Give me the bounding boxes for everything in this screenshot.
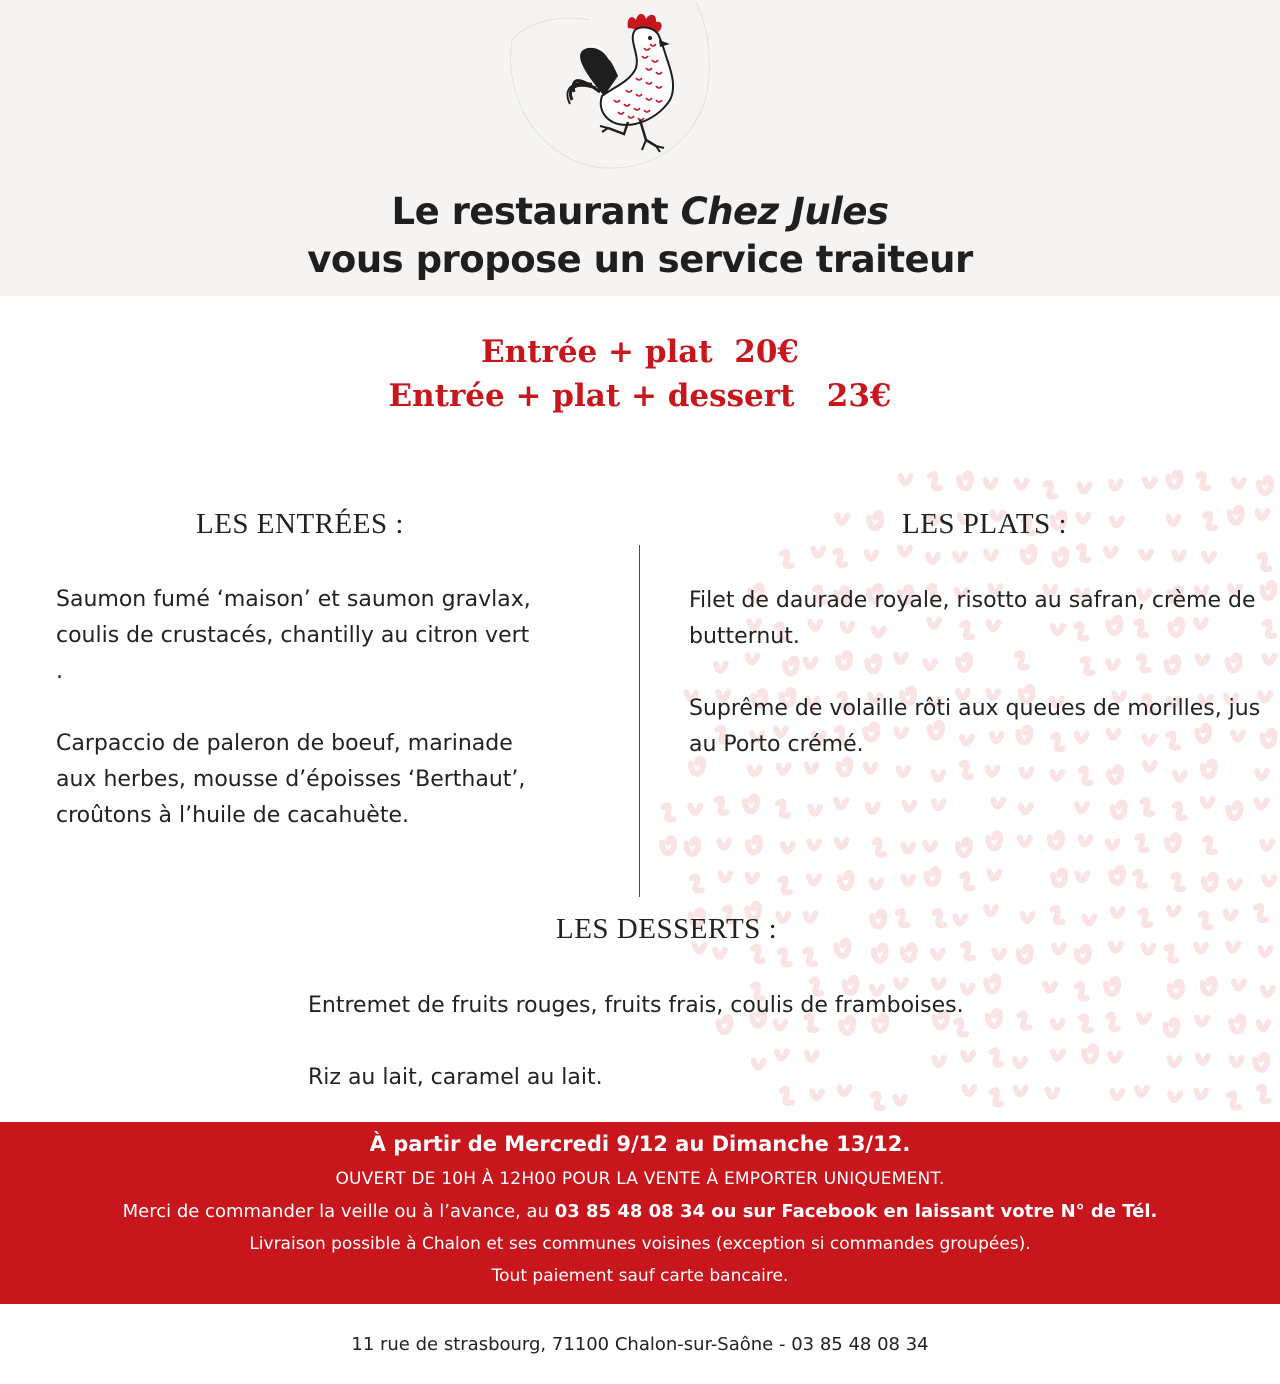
squiggle-mark [1256,906,1266,920]
column-divider [639,545,640,897]
squiggle-mark [1259,1087,1269,1101]
squiggle-mark [1258,511,1268,518]
squiggle-mark [866,552,876,559]
squiggle-mark [717,799,727,813]
squiggle-mark [807,1053,817,1060]
squiggle-mark [993,800,1003,807]
squiggle-mark [1204,875,1216,890]
entree-item: Carpaccio de paleron de boeuf, marinade aux herbes, mousse d’époisses ‘Berthaut’, croûtons à l’huile de cacahuète. [56,731,526,828]
squiggle-mark [1080,837,1090,844]
squiggle-mark [900,548,910,555]
squiggle-mark [955,553,965,560]
banner-order-text: Merci de commander la veille ou à l’avance, au [122,1201,555,1222]
squiggle-mark [1175,804,1185,818]
squiggle-mark [1078,515,1088,522]
squiggle-mark [1234,981,1244,988]
squiggle-mark [925,843,935,850]
squiggle-mark [748,838,760,853]
squiggle-mark [1204,554,1214,561]
squiggle-mark [874,841,884,855]
squiggle-mark [869,513,881,528]
squiggle-mark [1169,908,1179,915]
squiggle-mark [1203,761,1215,776]
plat-item: Filet de daurade royale, risotto au safran, crème de butternut. [689,588,1256,649]
squiggle-mark [1174,552,1184,559]
squiggle-mark [874,946,886,961]
squiggle-mark [1079,546,1089,560]
squiggle-mark [1262,842,1272,849]
banner-order-contact: 03 85 48 08 34 ou sur Facebook en laissant votre N° de Tél. [554,1201,1158,1222]
squiggle-mark [686,839,698,854]
squiggle-mark [1142,800,1152,814]
squiggle-mark [928,555,938,562]
squiggle-mark [780,950,790,964]
squiggle-mark [1140,911,1150,925]
squiggle-mark [1108,841,1118,848]
squiggle-mark [1054,550,1066,565]
squiggle-mark [1106,549,1116,556]
squiggle-mark [904,803,914,810]
restaurant-name: Chez Jules [680,190,889,233]
squiggle-mark [1108,661,1118,668]
squiggle-mark [1077,873,1087,880]
squiggle-mark [868,805,878,812]
squiggle-mark [1232,1058,1242,1065]
plats-heading: LES PLATS : [902,508,1068,540]
squiggle-mark [1260,948,1270,955]
squiggle-mark [903,877,913,884]
squiggle-mark [987,768,997,775]
squiggle-mark [836,800,846,807]
squiggle-mark [986,907,996,914]
squiggle-mark [1050,833,1062,848]
squiggle-mark [1166,657,1178,672]
squiggle-mark [1141,551,1151,558]
squiggle-mark [1145,479,1155,486]
squiggle-mark [1260,555,1270,569]
squiggle-mark [1111,482,1121,489]
squiggle-mark [720,873,730,880]
price-block [0,330,1280,418]
squiggle-mark [835,551,845,565]
squiggle-mark [1167,835,1179,850]
squiggle-mark [1203,799,1213,806]
squiggle-mark [1263,988,1273,995]
dessert-item: Entremet de fruits rouges, fruits frais, coulis de framboises. [308,993,964,1018]
squiggle-mark [690,806,700,813]
squiggle-mark [813,549,823,556]
squiggle-mark [1228,803,1240,818]
squiggle-mark [934,801,944,808]
squiggle-mark [662,838,674,853]
squiggle-mark [1255,1055,1267,1070]
banner-delivery: Livraison possible à Chalon et ses communes voisines (exception si commandes groupées). [249,1234,1031,1254]
squiggle-mark [1226,912,1236,919]
squiggle-mark [934,980,944,987]
squiggle-mark [1145,763,1155,770]
squiggle-mark [1021,770,1031,777]
squiggle-mark [715,950,725,957]
squiggle-mark [805,950,815,964]
squiggle-mark [962,874,972,888]
squiggle-mark [1169,517,1179,524]
entrees-heading: LES ENTRÉES : [196,508,404,540]
squiggle-mark [1259,478,1271,493]
squiggle-mark [895,1097,905,1104]
squiggle-mark [1112,909,1122,916]
squiggle-mark [963,944,973,958]
squiggle-mark [805,914,815,921]
squiggle-mark [1258,1022,1268,1029]
squiggle-mark [1053,1052,1063,1059]
squiggle-mark [836,941,848,956]
squiggle-mark [903,945,915,960]
squiggle-mark [1229,1093,1239,1107]
squiggle-mark [1257,771,1267,778]
squiggle-mark [1264,656,1274,663]
footer-address: 11 rue de strasbourg, 71100 Chalon-sur-Saône - 03 85 48 08 34 [351,1334,929,1355]
squiggle-mark [1166,946,1176,960]
squiggle-mark [994,951,1004,958]
squiggle-mark [1257,800,1267,807]
squiggle-mark [1111,868,1123,883]
squiggle-mark [716,664,726,671]
header [0,0,1280,296]
squiggle-mark [1077,947,1089,962]
banner-payment: Tout paiement sauf carte bancaire. [491,1266,789,1286]
squiggle-mark [1139,656,1149,670]
squiggle-mark [930,474,940,488]
squiggle-mark [961,763,971,777]
squiggle-mark [1077,804,1087,811]
squiggle-mark [1196,945,1206,952]
squiggle-mark [663,805,673,819]
squiggle-mark [1230,508,1242,523]
squiggle-mark [783,844,793,851]
squiggle-mark [838,653,850,668]
squiggle-mark [1020,838,1030,845]
squiggle-mark [898,911,908,925]
squiggle-mark [1113,802,1125,817]
squiggle-mark [806,660,816,667]
squiggle-mark [692,876,702,890]
squiggle-mark [1230,881,1240,888]
squiggle-mark [963,1053,973,1060]
squiggle-mark [782,552,792,566]
banner-order [0,1201,1280,1222]
squiggle-mark [959,473,971,488]
info-banner [0,1122,1280,1304]
squiggle-mark [1023,547,1035,562]
squiggle-mark [1201,913,1211,927]
squiggle-mark [1023,914,1033,921]
squiggle-mark [837,840,847,847]
squiggle-mark [840,873,852,888]
squiggle-mark [747,656,757,663]
squiggle-mark [871,880,881,887]
squiggle-mark [1264,878,1274,885]
squiggle-mark [1053,870,1065,885]
squiggle-mark [837,516,847,523]
squiggle-mark [1111,944,1121,951]
squiggle-mark [866,765,876,772]
squiggle-mark [955,916,965,923]
squiggle-mark [896,980,906,987]
squiggle-mark [935,911,945,925]
squiggle-mark [958,840,970,855]
squiggle-mark [1228,944,1238,951]
price-line-1: Entrée + plat 20€ [481,334,799,370]
squiggle-mark [896,655,906,662]
squiggle-mark [745,797,757,812]
squiggle-mark [1137,836,1147,850]
squiggle-mark [1205,838,1215,852]
squiggle-mark [1231,1017,1243,1032]
squiggle-mark [986,552,996,559]
squiggle-mark [1112,518,1122,525]
squiggle-mark [933,951,943,958]
page-title [0,188,1280,284]
squiggle-mark [1199,474,1209,488]
squiggle-mark [903,845,913,852]
entree-item: Saumon fumé ‘maison’ et saumon gravlax, coulis de crustacés, chantilly au citron vert . [56,587,531,684]
squiggle-mark [1143,946,1153,953]
squiggle-mark [809,876,819,883]
squiggle-mark [1205,514,1215,528]
price-line-2: Entrée + plat + dessert 23€ [388,378,892,414]
squiggle-mark [719,841,729,848]
squiggle-mark [1083,659,1093,673]
squiggle-mark [901,476,911,483]
squiggle-mark [925,661,935,668]
squiggle-mark [1017,653,1027,667]
banner-hours: OUVERT DE 10H À 12H00 POUR LA VENTE À EMPORTER UNIQUEMENT. [335,1169,945,1189]
squiggle-mark [1052,772,1062,779]
squiggle-mark [1017,481,1027,488]
squiggle-mark [1019,947,1031,962]
squiggle-mark [986,480,996,487]
squiggle-mark [809,841,819,848]
title-prefix: Le restaurant [391,190,681,233]
squiggle-mark [867,656,879,671]
squiggle-mark [958,655,970,670]
squiggle-mark [1054,945,1064,952]
squiggle-mark [806,765,816,772]
squiggle-mark [1234,480,1244,487]
rooster-icon [500,0,720,172]
squiggle-mark [1084,917,1094,924]
squiggle-mark [1175,773,1185,780]
squiggle-mark [1197,656,1207,663]
squiggle-mark [779,766,789,773]
squiggle-mark [1173,875,1183,889]
squiggle-mark [810,807,820,814]
squiggle-mark [785,659,797,674]
squiggle-mark [1021,805,1031,812]
squiggle-mark [778,914,788,921]
squiggle-mark [1228,655,1240,670]
squiggle-mark [753,947,763,961]
squiggle-mark [1168,472,1180,487]
squiggle-mark [1109,767,1121,782]
squiggle-mark [778,802,788,816]
desserts-heading: LES DESSERTS : [556,913,778,945]
dessert-item: Riz au lait, caramel au lait. [308,1065,603,1090]
squiggle-mark [1135,872,1145,886]
squiggle-mark [926,869,938,884]
squiggle-mark [1081,769,1091,783]
squiggle-mark [780,878,790,892]
squiggle-mark [989,872,999,879]
squiggle-mark [898,768,908,775]
squiggle-mark [777,1052,787,1059]
squiggle-mark [1052,908,1062,922]
squiggle-mark [872,912,884,927]
squiggle-mark [750,767,760,774]
banner-dates: À partir de Mercredi 9/12 au Dimanche 13/12. [369,1132,911,1156]
plat-item: Suprême de volaille rôti aux queues de morilles, jus au Porto crémé. [689,696,1261,757]
title-subline: vous propose un service traiteur [307,238,973,281]
squiggle-mark [933,773,943,780]
squiggle-mark [1079,485,1089,492]
squiggle-mark [1046,483,1056,497]
squiggle-mark [747,875,757,882]
squiggle-mark [988,833,1000,848]
